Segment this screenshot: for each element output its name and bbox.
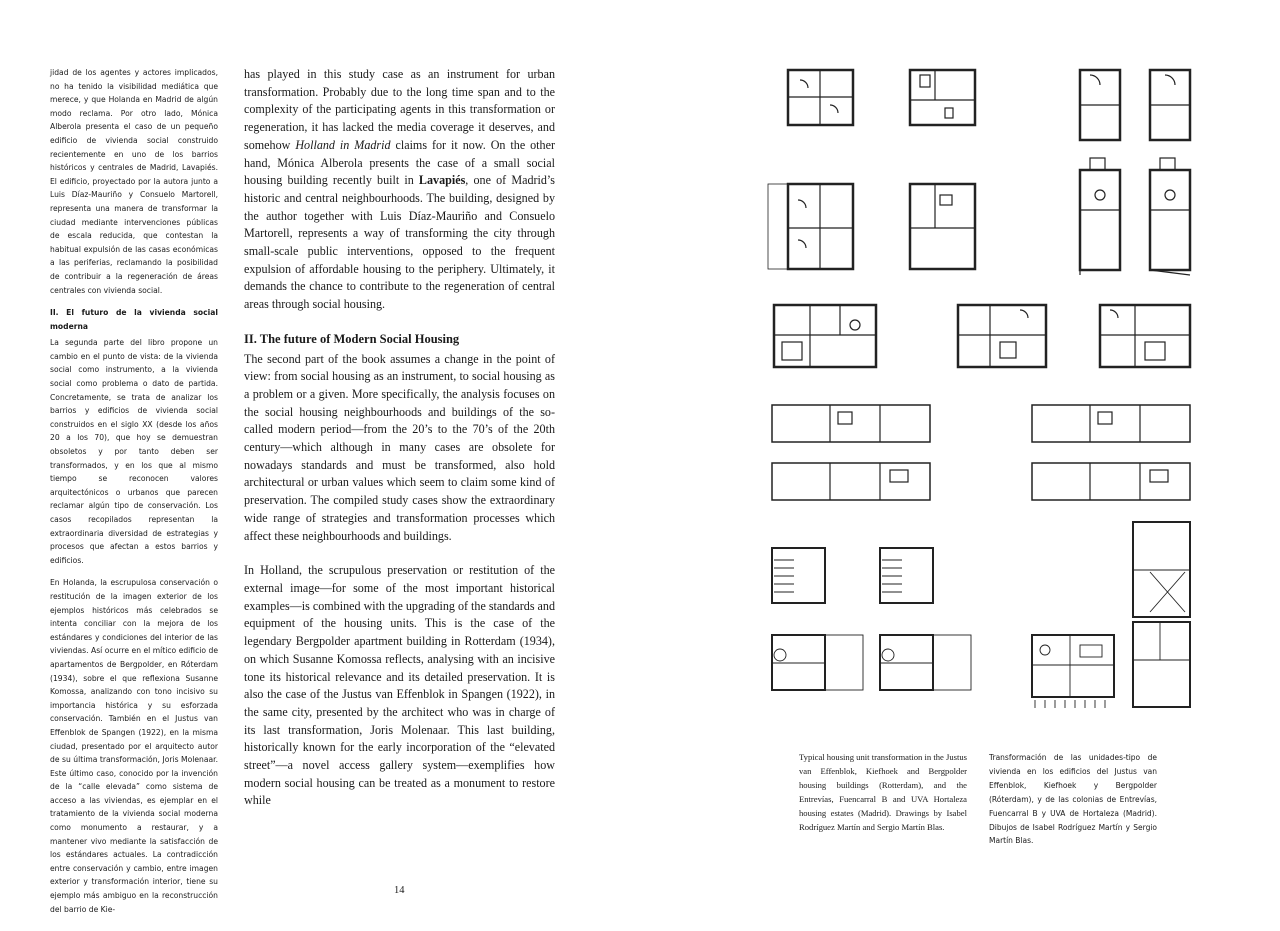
figure-caption-spanish: Transformación de las unidades-tipo de vivienda en los edificios del Justus van Effenblok, Kiefhoek y Bergpolder (Róterdam), y de las colonias de Entrevías, Fuencarral B y UVA de Hortaleza (Madrid). Dibujos de Isabel Rodríguez Martín y Sergio Martín Blas. — [989, 753, 1157, 846]
floor-plan — [1032, 522, 1190, 707]
figure-caption-english: Typical housing unit transformation in the Justus van Effenblok, Kiefhoek and Bergpolder housing buildings (Rotterdam), and the Entrevías, Fuencarral B and UVA Hortaleza housing estates (Madrid). Drawings by Isabel Rodríguez Martín and Sergio Martín Blas. — [799, 752, 967, 832]
floor-plan-interior — [788, 70, 1190, 125]
english-paragraph: In Holland, the scrupulous preservation or restitution of the external image—for some of the most important historical examples—is combined with the upgrading of the standards and equipment of the housing units. This is the case of the legendary Bergpolder apartment building in Rotterdam (1934), on which Susanne Komossa reflects, analysing with an incisive tone its historical relevance and its detailed preservation. It is also the case of the Justus van Effenblok in Spangen (1922), in the same city, presented by the architect who was in charge of its last transformation, Joris Molenaar. This last building, historically known for the early incorporation of the “elevated street”—a novel access gallery system—exemplifies how modern social housing can be treated as a monument to restore while — [244, 563, 556, 808]
english-section-heading: II. The future of Modern Social Housing — [244, 331, 460, 346]
spanish-text-column — [50, 66, 218, 925]
floor-plan-interior — [772, 560, 971, 690]
floor-plan — [788, 70, 1190, 140]
floor-plan — [774, 305, 1190, 367]
spanish-section-heading: II. El futuro de la vivienda social moderna — [50, 308, 218, 331]
english-paragraph: The second part of the book assumes a change in the point of view: from social housing as an instrument, to social housing as a problem or a given. More specifically, the analysis focuses on the social housing neighbourhoods and buildings of the so-called modern period—from the 20’s to the 70’s of the 20th century—which although in many cases are obsolete for nowadays standards and must be transformed, also hold architectural or urban values which seem to claim some kind of preservation. The compiled study cases show the extraordinary wide range of strategies and transformation processes which affect these neighbourhoods and buildings. — [244, 351, 555, 543]
floor-plan-drawings — [760, 60, 1200, 720]
floor-plan-interior — [1032, 570, 1190, 708]
floor-plan — [772, 405, 1190, 500]
spanish-paragraph: En Holanda, la escrupulosa conservación o restitución de la imagen exterior de los ejemplos históricos más celebrados se intenta conciliar con la mejora de los estándares y condiciones del interior de las viviendas. Así ocurre en el mítico edificio de apartamentos de Bergpolder, en Róterdam (1934), sobre el que reflexiona Susanne Komossa, analizando con tono incisivo su importancia histórica y su esforzada conservación. También en el Justus van Effenblok de Spangen (1922), en la misma ciudad, presentado por el arquitecto autor de su última transformación, Joris Molenaar. Este último caso, conocido por la invención de la “calle elevada” como sistema de acceso a las viviendas, es ejemplar en el tratamiento de la vivienda social moderna como monumento a restaurar, y a mantener vivo mediante la satisfacción de los estándares actuales. La contradicción entre conservación y cambio, entre imagen exterior y transformación interior, tiene su ejemplo más ambiguo en la reconstrucción del barrio de Kie- — [50, 578, 218, 914]
spanish-paragraph: jidad de los agentes y actores implicados, no ha tenido la visibilidad mediática que merece, y que Holanda en Madrid de algún modo reclama. Por otro lado, Mónica Alberola presenta el caso de un pequeño edificio de vivienda social construido recientemente en uno de los barrios históricos y centrales de Madrid, Lavapiés. El edificio, proyectado por la autora junto a Luis Díaz-Mauriño y Consuelo Martorell, representa una manera de transformar la ciudad mediante intervenciones públicas de escala reducida, que contestan la habitual expulsión de las casas económicas a las periferias, reclamando la posibilidad de contribuir a la regeneración de áreas centrales con vivienda social. — [50, 68, 218, 295]
english-paragraph: has played in this study case as an instrument for urban transformation. Probably due to the long time span and to the complexity of the participating agents in this transformation or regeneration, it has lacked the media coverage it deserves, and somehow Holland in Madrid claims for it now. On the other hand, Mónica Alberola presents the case of a small social housing building recently built in Lavapiés, one of Madrid’s historic and central neighbourhoods. The building, designed by the author together with Luis Díaz-Mauriño and Consuelo Martorell, represents a way of transforming the city through small-scale public interventions, opposed to the frequent expulsion of affordable housing to the periphery. Ultimately, it demands the chance to contribute to the regeneration of central areas through social housing. — [244, 67, 555, 312]
floor-plan-interior — [774, 305, 1190, 367]
english-text-column — [244, 66, 555, 827]
floor-plan-interior — [830, 405, 1168, 500]
floor-plan-interior — [768, 158, 1190, 275]
spanish-paragraph: La segunda parte del libro propone un cambio en el punto de vista: de la vivienda social como instrumento, a la vivienda social como problema o dato de partida. Concretamente, se trata de analizar los barrios y edificios de vivienda social construidos en el siglo XX (desde los años 20 a los 70), que hoy se demuestran obsoletos y por tanto deben ser transformados, y en los que al mismo tiempo se reconocen valores arquitectónicos o urbanos que parecen reclamar algún tipo de conservación. Los casos recopilados representan la extraordinaria diversidad de estrategias y procesos que afectan a estos barrios y edificios. — [50, 338, 218, 565]
page-number: 14 — [394, 885, 405, 896]
floor-plan — [772, 548, 933, 690]
floor-plan — [788, 170, 1190, 270]
